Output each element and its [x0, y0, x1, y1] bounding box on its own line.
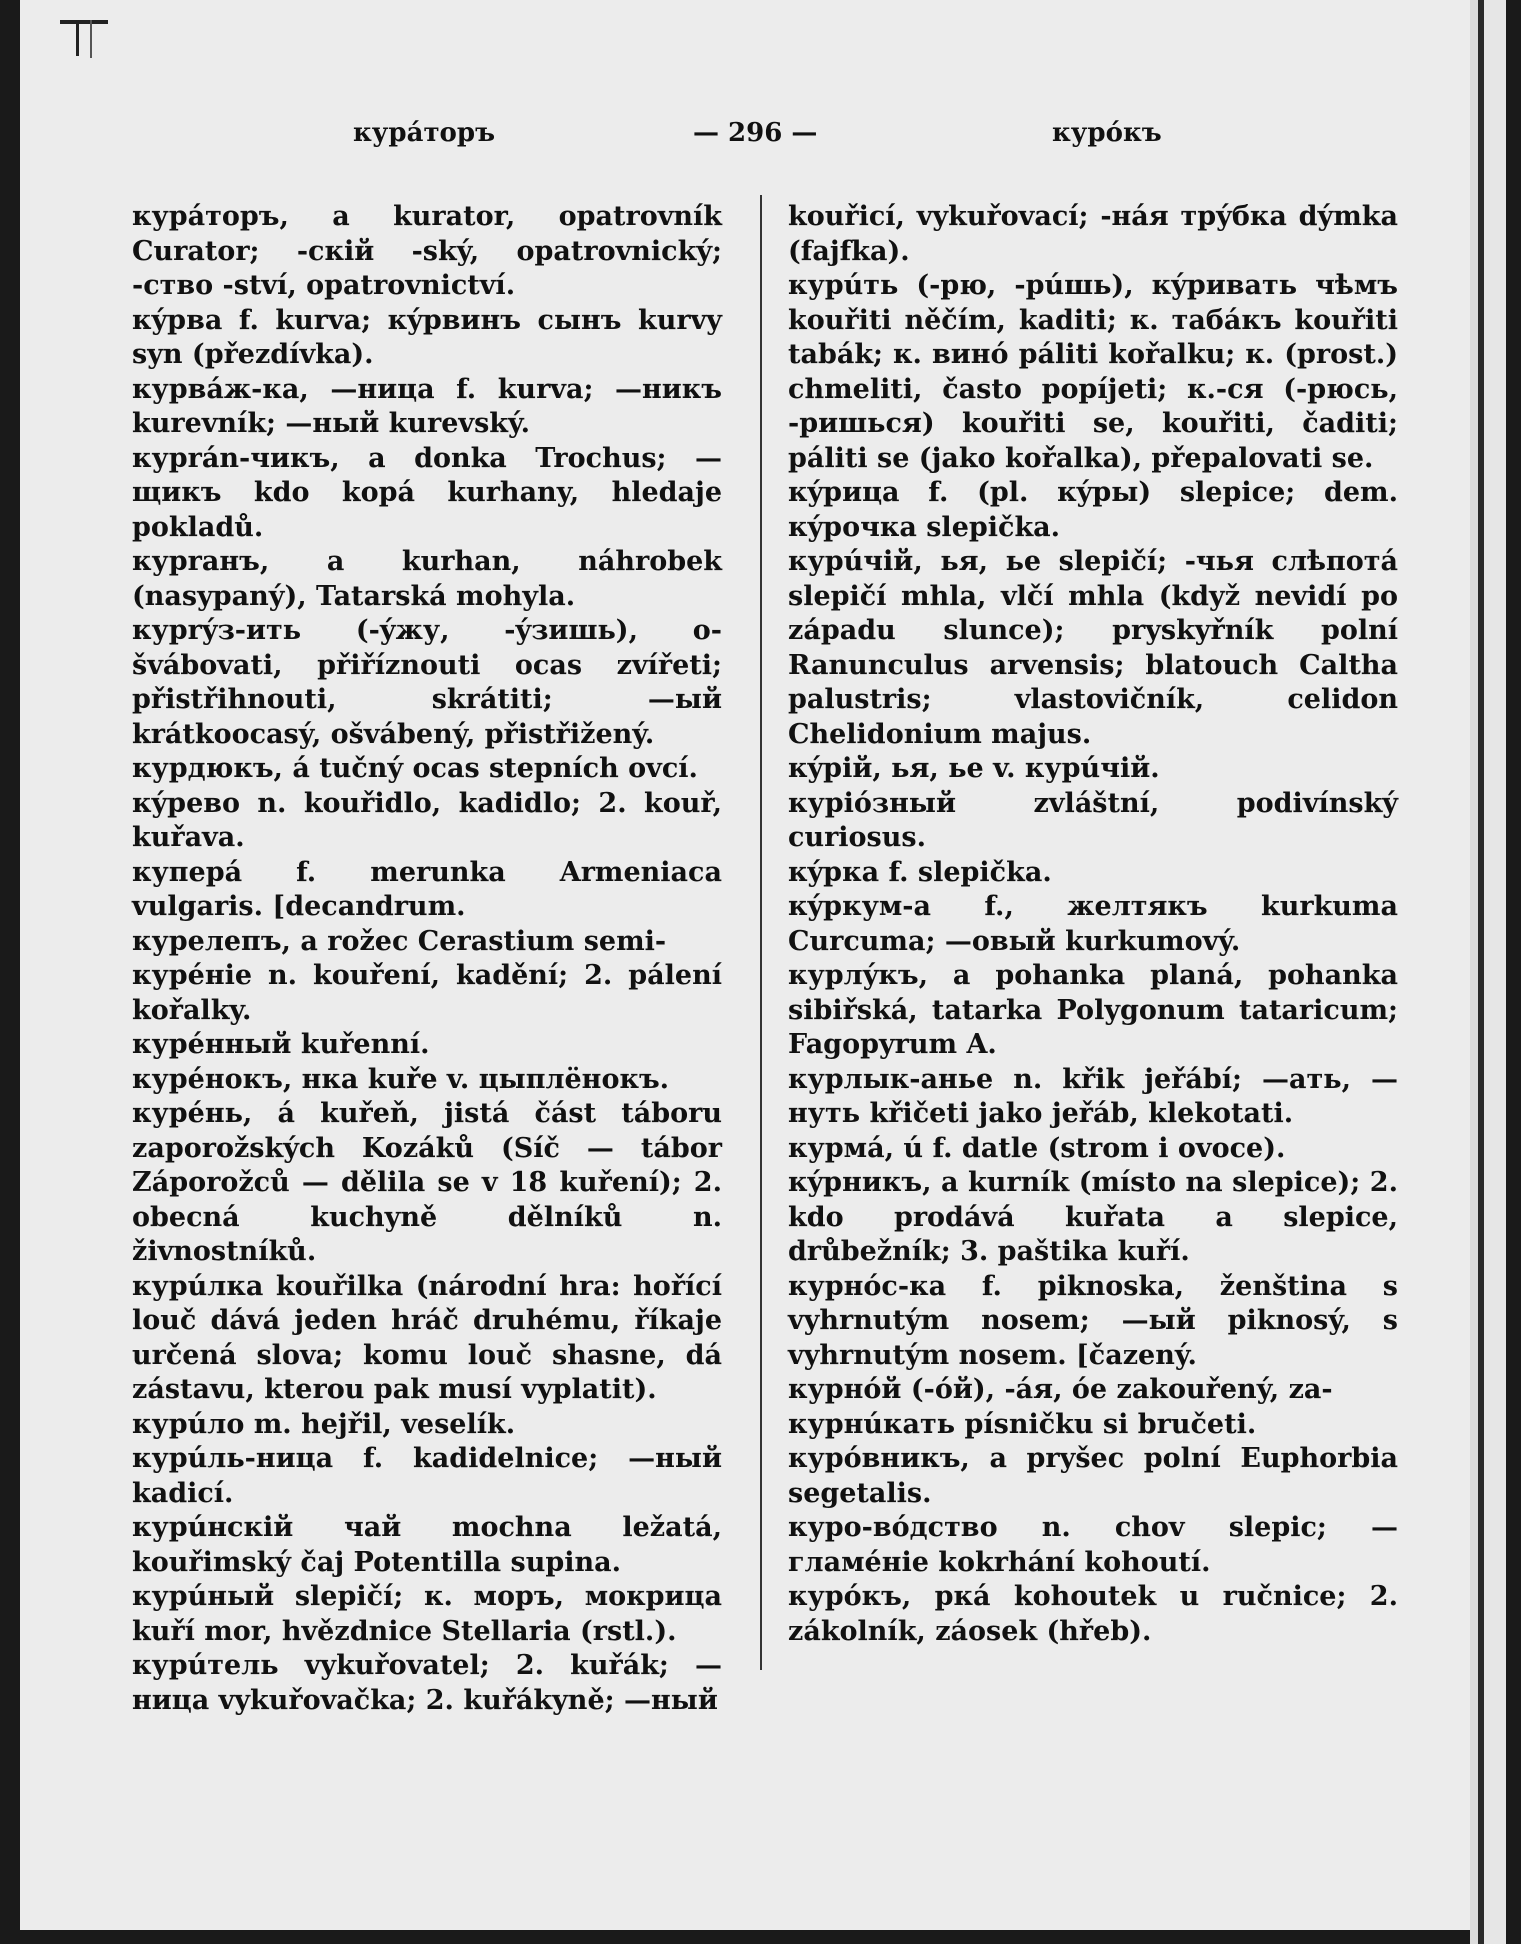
dictionary-entry: курóвникъ, a pryšec polní Euphorbia segetalis.: [788, 1443, 1398, 1509]
page-number: — 296 —: [693, 118, 818, 148]
dictionary-entry: кýрево n. kouřidlo, kadidlo; 2. kouř, kuřava.: [132, 787, 722, 853]
header-first-word: курáторъ: [353, 118, 496, 148]
dictionary-entry: курмá, ú f. datle (strom i ovoce).: [788, 1132, 1286, 1164]
dictionary-entry: курúло m. hejřil, veselík.: [132, 1408, 516, 1440]
dictionary-entry: курлýкъ, a pohanka planá, pohanka sibiřská, tatarka Polygonum tataricum; Fagopyrum A.: [788, 960, 1398, 1060]
dictionary-entry: кýрка f. slepička.: [788, 856, 1052, 888]
dictionary-entry: курéніе n. kouření, kadění; 2. pálení kořalky.: [132, 960, 722, 1026]
dictionary-entry: курéнь, á kuřeň, jistá část táboru zaporožských Kozáků (Síč — tábor Záporožců — dělila se v 18 kuření); 2. obecná kuchyně dělníků n. živnostníků.: [132, 1098, 722, 1267]
header-last-word: курóкъ: [1052, 118, 1162, 148]
dictionary-entry: кýркум-а f., желтякъ kurkuma Curcuma; —овый kurkumový.: [788, 891, 1398, 957]
running-header: [20, 118, 1472, 158]
dictionary-entry: курrán-чикъ, a donka Trochus; —щикъ kdo kopá kurhany, hledaje pokladů.: [132, 442, 722, 543]
dictionary-entry: курнúкать písničku si bručeti.: [788, 1408, 1257, 1440]
dictionary-entry: курrýз-ить (-ýжу, -ýзишь), o- švábovati, přiříznouti ocas zvířeti; přistřihnouti, skrátiti; —ый krátkoocasý, ošvábený, přistřižený.: [132, 615, 722, 750]
dictionary-entry: курнóс-ка f. piknoska, ženština s vyhrnutým nosem; —ый piknosý, s vyhrnutým nosem. [čazený.: [788, 1270, 1398, 1371]
dictionary-entry: куперá f. merunka Armeniaca vulgaris. [decandrum.: [132, 856, 722, 922]
dictionary-entry: курéнокъ, нка kuře v. цыплёнокъ.: [132, 1063, 670, 1095]
dictionary-entry: курúный slepičí; к. моръ, мокрица kuří mor, hvězdnice Stellaria (rstl.).: [132, 1581, 722, 1647]
page-edge: [1470, 0, 1478, 1944]
page-corner-mark: [60, 20, 108, 58]
dictionary-entry: курúтель vykuřovatel; 2. kuřák; —ница vykuřovačka; 2. kuřákyně; —ный: [132, 1650, 722, 1716]
left-column: [132, 200, 722, 1718]
dictionary-entry: курúлка kouřilka (národní hra: hořící louč dává jeden hráč druhému, říkaje určená slova; komu louč shasne, dá zástavu, kterou pak musí vyplatit).: [132, 1270, 722, 1405]
dictionary-entry: куріóзный zvláštní, podivínský curiosus.: [788, 787, 1398, 853]
dictionary-entry: кýрица f. (pl. кýры) slepice; dem. кýрочка slepička.: [788, 477, 1398, 543]
dictionary-entry: курúть (-рю, -рúшь), кýривать чѣмъ kouřiti něčím, kaditi; к. табáкъ kouřiti tabák; к. винó páliti kořalku; к. (prost.) chmeliti, často popíjeti; к.-ся (-рюсь, -ришься) kouřiti se, kouřiti, čaditi; páliti se (jako kořalka), přepalovati se.: [788, 270, 1398, 474]
dictionary-entry: курóкъ, ркá kohoutek u ručnice; 2. zákolník, záosek (hřeb).: [788, 1581, 1398, 1647]
dictionary-page: [20, 0, 1472, 1930]
dictionary-entry: курáторъ, a kurator, opatrovník Curator; -скій -ský, opatrovnický; -ство -ství, opatrovnictví.: [132, 201, 722, 301]
dictionary-entry: кýрва f. kurva; кýрвинъ сынъ kurvy syn (přezdívka).: [132, 304, 722, 370]
column-divider: [760, 195, 762, 1670]
dictionary-entry: курéнный kuřenní.: [132, 1029, 430, 1060]
dictionary-entry: куро-вóдство n. chov slepic; —гламéніе kokrhání kohoutí.: [788, 1512, 1398, 1578]
dictionary-entry: курлык-анье n. křik jeřábí; —ать, —нуть křičeti jako jeřáb, klekotati.: [788, 1063, 1398, 1129]
dictionary-entry: кýрникъ, a kurník (místo na slepice); 2. kdo prodává kuřata a slepice, drůbežník; 3. paštika kuří.: [788, 1167, 1398, 1267]
next-page-edge: [1484, 0, 1506, 1944]
dictionary-entry: kouřicí, vykuřovací; -нáя трýбка dýmka (fajfka).: [788, 201, 1398, 267]
dictionary-entry: курúчій, ья, ье slepičí; -чья слѣпотá slepičí mhla, vlčí mhla (když nevidí po západu slunce); pryskyřník polní Ranunculus arvensis; blatouch Caltha palustris; vlastovičník, celidon Chelidonium majus.: [788, 546, 1398, 750]
dictionary-entry: курдюкъ, á tučný ocas stepních ovcí.: [132, 753, 698, 784]
dictionary-entry: кýрій, ья, ье v. курúчій.: [788, 753, 1160, 784]
dictionary-entry: курвáж-ка, —ница f. kurva; —никъ kurevník; —ный kurevský.: [132, 373, 722, 439]
dictionary-entry: курнóй (-óй), -áя, óе zakouřený, za-: [788, 1374, 1333, 1405]
right-column: [788, 200, 1398, 1649]
dictionary-entry: курелепъ, a rožec Cerastium semi-: [132, 925, 667, 957]
dictionary-entry: курrанъ, a kurhan, náhrobek (nasypaný), Tatarská mohyla.: [132, 546, 722, 612]
dictionary-entry: курúнскій чай mochna ležatá, kouřimský čaj Potentilla supina.: [132, 1512, 722, 1578]
dictionary-entry: курúль-ница f. kadidelnice; —ный kadicí.: [132, 1443, 722, 1509]
